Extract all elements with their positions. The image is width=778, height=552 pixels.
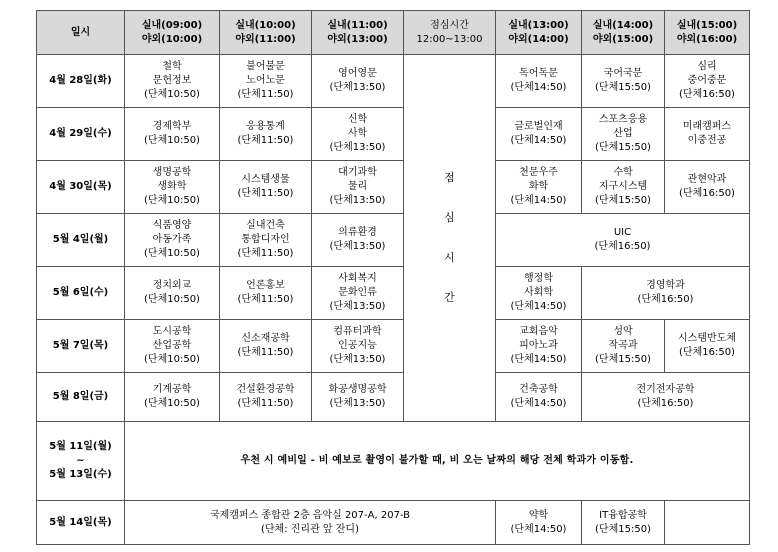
cell-line: 산업 [613,128,633,139]
cell-line: 5월 13일(수) [49,469,112,480]
slot-cell [220,108,312,161]
cell-line: (단체11:50) [237,188,294,199]
rain-notice: 우천 시 예비일 - 비 예보로 촬영이 불가할 때, 비 오는 날짜의 해당 전체 학과가 이동함. [125,422,750,501]
slot-cell [582,501,665,545]
header-slot-2: 실내(10:00) 야외(11:00) [220,11,312,55]
cell-line: (단체14:50) [510,523,567,535]
cell-line: 건축공학 [519,384,558,395]
header-slot-6: 실내(14:00) 야외(15:00) [582,11,665,55]
lunch-break-cell [404,55,496,422]
slot-cell [220,267,312,320]
cell-line: (단체10:50) [144,195,200,206]
slot-cell [665,55,750,108]
slot-cell [496,267,582,320]
cell-line: (단체11:50) [237,294,294,305]
cell-line: 신학 [347,114,368,125]
cell-line: (단체14:50) [510,301,567,312]
day-cell: 4월 28일(화) [37,55,125,108]
slot-cell [312,161,404,214]
cell-line: 사회학 [524,287,553,298]
cell-line: (단체10:50) [144,294,200,305]
cell-line: 5월 11일(월) [49,441,112,452]
slot-cell-merged [496,214,750,267]
cell-line: (단체16:50) [679,188,735,199]
cell-line: 의류환경 [338,227,377,238]
slot-cell [312,108,404,161]
cell-line: UIC [613,227,632,238]
cell-line: 산업공학 [152,340,192,351]
slot-cell [220,214,312,267]
table-row [37,373,750,422]
slot-cell-empty [665,501,750,545]
cell-line: (단체: 진리관 앞 잔디) [261,523,359,535]
cell-line: (단체16:50) [679,89,735,100]
cell-line: (단체14:50) [510,135,567,146]
location-cell [125,501,496,545]
cell-line: 전기전자공학 [636,384,695,395]
cell-line: 통합디자인 [241,234,290,245]
slot-cell [125,214,220,267]
table-row [37,267,750,320]
slot-cell [496,108,582,161]
slot-cell [496,320,582,373]
cell-line: 스포츠응용 [598,114,648,125]
header-slot-5: 실내(13:00) 야외(14:00) [496,11,582,55]
cell-line: 피아노과 [519,340,558,351]
table-row [37,108,750,161]
cell-line: (단체15:50) [595,523,651,535]
header-slot-1: 실내(09:00) 야외(10:00) [125,11,220,55]
cell-line: (단체14:50) [510,82,567,93]
cell-line: (단체13:50) [329,241,386,252]
cell-line: (단체16:50) [679,347,735,358]
day-cell: 5월 7일(목) [37,320,125,373]
day-cell: 5월 6일(수) [37,267,125,320]
cell-line: 생명공학 [152,167,192,178]
cell-line: (단체10:50) [144,398,200,409]
table-row [37,161,750,214]
cell-line: (단체14:50) [510,398,567,409]
cell-line: 시스템반도체 [678,333,736,344]
slot-cell-merged [582,267,750,320]
slot-cell [312,267,404,320]
cell-line: 기계공학 [152,384,192,395]
day-cell [37,422,125,501]
lunch-char: 심 [444,211,455,224]
cell-line: (단체10:50) [144,248,200,259]
cell-line: 물리 [347,181,368,192]
cell-line: 성악 [613,326,633,337]
cell-line: (단체10:50) [144,89,200,100]
cell-line: 중어중문 [687,75,727,86]
cell-line: (단체15:50) [595,142,651,153]
cell-line: (단체13:50) [329,82,386,93]
cell-line: 사학 [347,128,368,139]
cell-line: 생화학 [157,181,187,192]
slot-cell [582,161,665,214]
cell-line: 신소재공학 [241,333,290,344]
cell-line: 국어국문 [603,68,643,79]
cell-line: 언론홍보 [246,280,285,291]
slot-cell [582,320,665,373]
slot-cell [496,501,582,545]
cell-line: 관현악과 [687,174,727,185]
lunch-char: 점 [444,171,455,184]
cell-line: (단체15:50) [595,82,651,93]
slot-cell [220,161,312,214]
lunch-char: 간 [444,291,455,304]
cell-line: (단체15:50) [595,195,651,206]
slot-cell [220,373,312,422]
cell-line: (단체13:50) [329,301,386,312]
cell-line: 실내건축 [246,220,285,231]
cell-line: 수학 [613,167,633,178]
cell-line: 화공생명공학 [328,384,387,395]
day-cell: 4월 30일(목) [37,161,125,214]
cell-line: 행정학 [524,273,553,284]
cell-line: 교회음악 [519,326,558,337]
day-cell: 5월 8일(금) [37,373,125,422]
cell-line: 이중전공 [687,135,727,146]
slot-cell [125,373,220,422]
slot-cell [220,320,312,373]
cell-line: 철학 [162,61,182,72]
lunch-char: 시 [444,251,455,264]
cell-line: 천문우주 [519,167,558,178]
cell-line: 약학 [528,509,549,521]
cell-line: (단체11:50) [237,135,294,146]
cell-line: 화학 [528,181,549,192]
slot-cell [312,373,404,422]
header-row [37,11,750,55]
cell-line: 심리 [697,61,717,72]
slot-cell [665,108,750,161]
table-row [37,214,750,267]
cell-line: 경영학과 [646,280,685,291]
table-row [37,55,750,108]
cell-line: IT융합공학 [599,509,647,521]
slot-cell [125,108,220,161]
slot-cell [125,55,220,108]
header-day: 일시 [37,11,125,55]
cell-line: (단체11:50) [237,347,294,358]
header-slot-7: 실내(15:00) 야외(16:00) [665,11,750,55]
cell-line: (단체14:50) [510,195,567,206]
cell-line: 컴퓨터과학 [333,326,382,337]
slot-cell [665,320,750,373]
cell-line: 영어영문 [338,68,377,79]
cell-line: 노어노문 [246,75,285,86]
cell-line: 독어독문 [519,68,558,79]
cell-line: (단체16:50) [637,398,694,409]
cell-line: 응용통계 [246,121,285,132]
cell-line: 경제학부 [152,121,192,132]
slot-cell [125,320,220,373]
cell-line: 문헌정보 [152,75,192,86]
day-cell: 5월 4일(월) [37,214,125,267]
slot-cell [125,267,220,320]
slot-cell [496,55,582,108]
slot-cell [312,214,404,267]
cell-line: 아동가족 [152,234,192,245]
cell-line: (단체13:50) [329,398,386,409]
cell-line: (단체13:50) [329,354,386,365]
cell-line: (단체16:50) [594,241,651,252]
slot-cell [582,108,665,161]
cell-line: (단체15:50) [595,354,651,365]
slot-cell [312,55,404,108]
cell-line: 식품영양 [152,220,192,231]
table-row [37,501,750,545]
cell-line: (단체14:50) [510,354,567,365]
table-row [37,320,750,373]
cell-line: 건설환경공학 [236,384,295,395]
slot-cell [125,161,220,214]
cell-line: 시스템생물 [241,174,290,185]
slot-cell [582,55,665,108]
cell-line: 사회복지 [338,273,377,284]
cell-line: (단체11:50) [237,89,294,100]
cell-line: (단체10:50) [144,135,200,146]
cell-line: 지구시스템 [598,181,648,192]
cell-line: (단체16:50) [637,294,694,305]
cell-line: (단체10:50) [144,354,200,365]
slot-cell-merged [582,373,750,422]
cell-line: 문화인류 [338,287,377,298]
header-slot-3: 실내(11:00) 야외(13:00) [312,11,404,55]
cell-line: (단체11:50) [237,398,294,409]
cell-line: 도시공학 [152,326,192,337]
cell-line: 정치외교 [152,280,192,291]
cell-line: 미래캠퍼스 [682,121,732,132]
slot-cell [496,161,582,214]
day-cell: 5월 14일(목) [37,501,125,545]
cell-line: 작곡과 [608,340,638,351]
cell-line: 인공지능 [338,340,377,351]
cell-line: 글로벌인재 [514,121,563,132]
slot-cell [312,320,404,373]
slot-cell [220,55,312,108]
cell-line: (단체13:50) [329,195,386,206]
cell-line: 대기과학 [338,167,377,178]
schedule-table [36,10,750,545]
cell-line: 국제캠퍼스 종합관 2층 음악실 207-A, 207-B [209,509,411,521]
cell-line: (단체11:50) [237,248,294,259]
cell-line: (단체13:50) [329,142,386,153]
header-lunch: 점심시간 12:00~13:00 [404,11,496,55]
cell-line: 불어불문 [246,61,285,72]
slot-cell [496,373,582,422]
table-row [37,422,750,501]
cell-line: ~ [76,455,85,466]
slot-cell [665,161,750,214]
day-cell: 4월 29일(수) [37,108,125,161]
